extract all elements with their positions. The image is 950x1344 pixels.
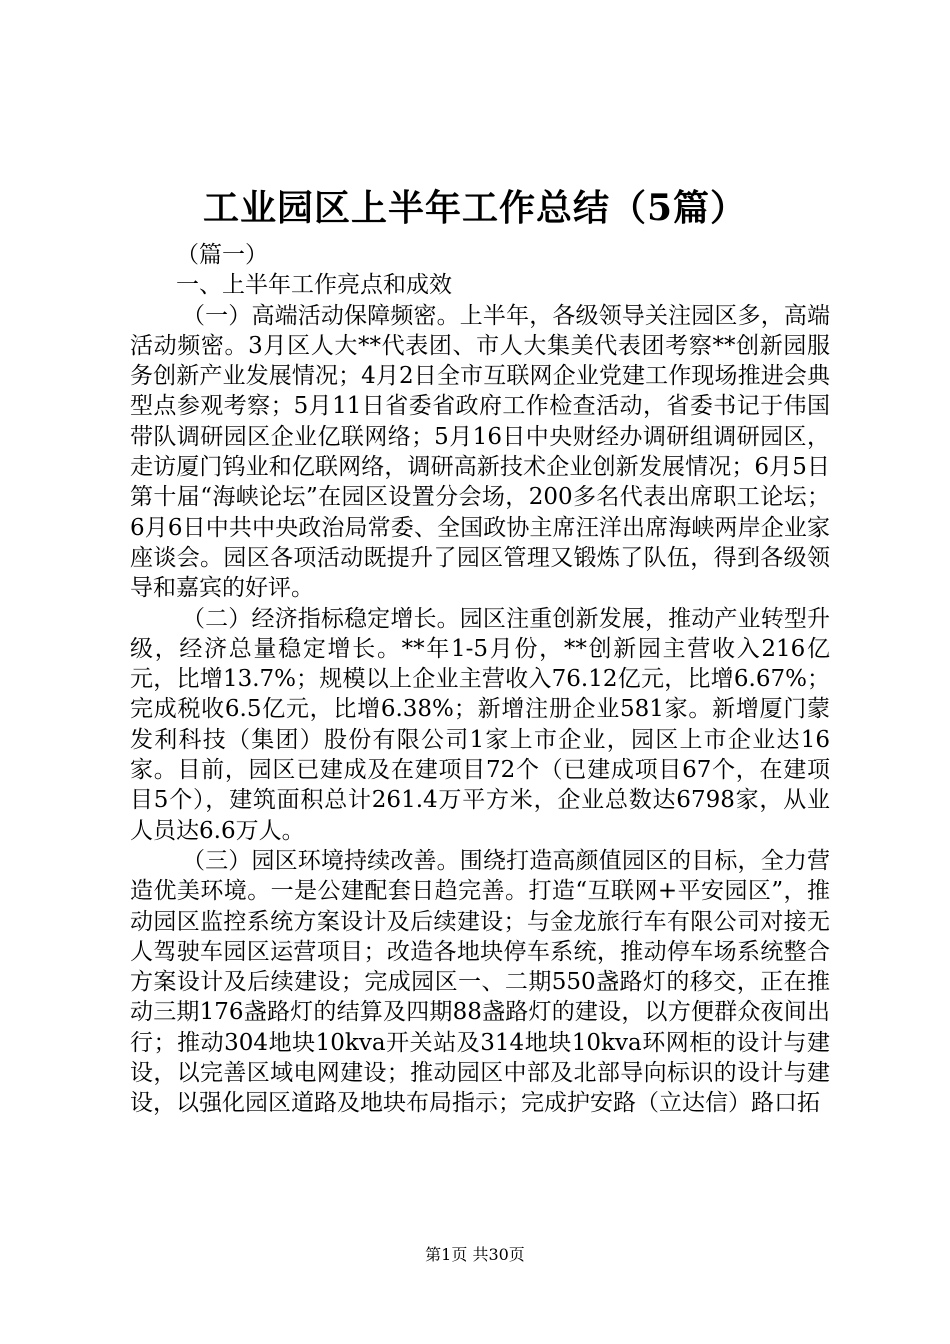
page-footer: 第1页 共30页 xyxy=(425,1245,525,1264)
paragraph-2: （二）经济指标稳定增长。园区注重创新发展，推动产业转型升级，经济总量稳定增长。**年1-5月份，**创新园主营收入216亿元，比增13.7%；规模以上企业主营收入76.12亿元，比增6.67%；完成税收6.5亿元，比增6.38%；新增注册企业581家。新增厦门蒙发利科技（集团）股份有限公司1家上市企业，园区上市企业达16家。目前，园区已建成及在建项目72个（已建成项目67个，在建项目5个），建筑面积总计261.4万平方米，企业总数达6798家，从业人员达6.6万人。 xyxy=(130,605,830,844)
part-label: （篇一） xyxy=(176,242,268,268)
paragraph-1: （一）高端活动保障频密。上半年，各级领导关注园区多，高端活动频密。3月区人大**代表团、市人大集美代表团考察**创新园服务创新产业发展情况；4月2日全市互联网企业党建工作现场推进会典型点参观考察；5月11日省委省政府工作检查活动，省委书记于伟国带队调研园区企业亿联网络；5月16日中央财经办调研组调研园区，走访厦门钨业和亿联网络，调研高新技术企业创新发展情况；6月5日第十届“海峡论坛”在园区设置分会场，200多名代表出席职工论坛；6月6日中共中央政治局常委、全国政协主席汪洋出席海峡两岸企业家座谈会。园区各项活动既提升了园区管理又锻炼了队伍，得到各级领导和嘉宾的好评。 xyxy=(130,302,830,602)
paragraph-3: （三）园区环境持续改善。围绕打造高颜值园区的目标，全力营造优美环境。一是公建配套日趋完善。打造“互联网+平安园区”，推动园区监控系统方案设计及后续建设；与金龙旅行车有限公司对接无人驾驶车园区运营项目；改造各地块停车系统，推动停车场系统整合方案设计及后续建设；完成园区一、二期550盏路灯的移交，正在推动三期176盏路灯的结算及四期88盏路灯的建设，以方便群众夜间出行；推动304地块10kva开关站及314地块10kva环网柜的设计与建设，以完善区域电网建设；推动园区中部及北部导向标识的设计与建设，以强化园区道路及地块布局指示；完成护安路（立达信）路口拓 xyxy=(130,847,830,1117)
section-heading: 一、上半年工作亮点和成效 xyxy=(176,272,452,299)
document-body xyxy=(130,240,830,1119)
document-title: 工业园区上半年工作总结（5篇） xyxy=(202,187,748,229)
